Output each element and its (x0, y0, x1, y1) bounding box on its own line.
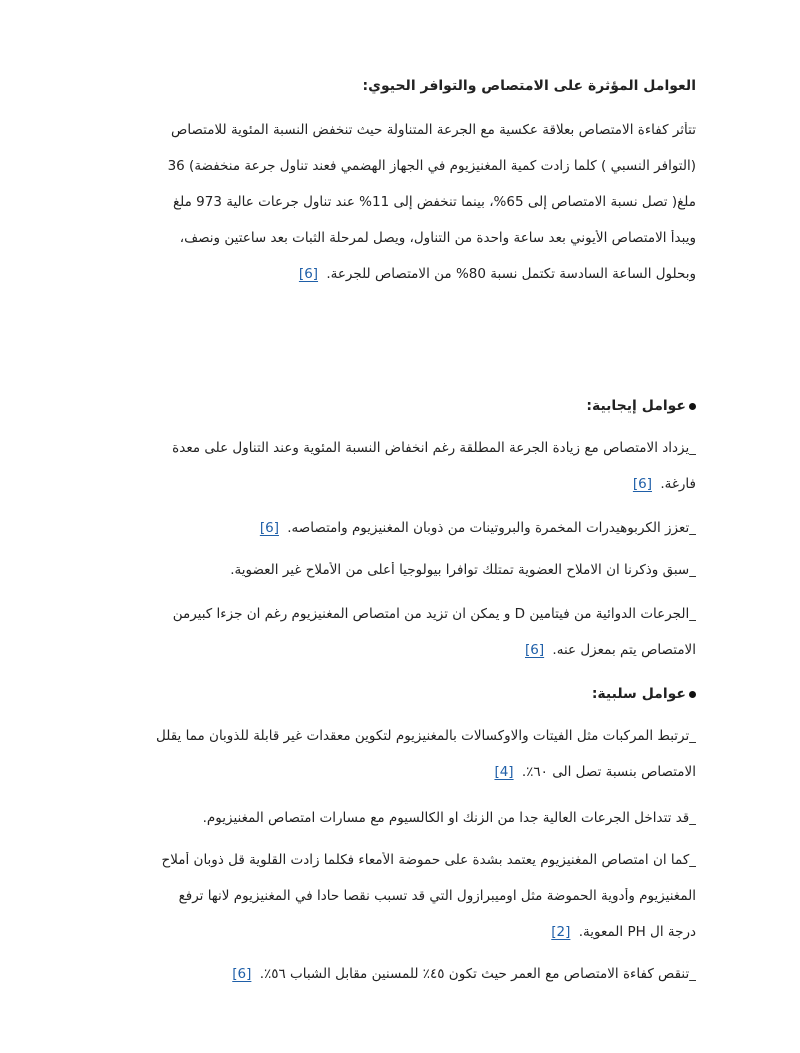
citation-link[interactable]: [2] (551, 924, 571, 940)
negative-item-line (106, 924, 696, 940)
intro-line-text: وبحلول الساعة السادسة تكتمل نسبة 80% من الامتصاص للجرعة. (326, 266, 696, 282)
positive-item-text: _تعزز الكربوهيدرات المخمرة والبروتينات من ذوبان المغنيزيوم وامتصاصه. (287, 520, 696, 536)
negative-heading (106, 686, 696, 702)
citation-link[interactable]: [6] (232, 966, 252, 982)
intro-line: تتأثر كفاءة الامتصاص بعلاقة عكسية مع الجرعة المتناولة حيث تنخفض النسبة المئوية للامتصاص (171, 122, 696, 138)
negative-item-text: درجة ال PH المعوية. (578, 924, 696, 940)
positive-item-line (106, 476, 696, 492)
bullet-icon (689, 403, 696, 410)
negative-item-line: _ترتبط المركبات مثل الفيتات والاوكسالات بالمغنيزيوم لتكوين معقدات غير قابلة للذوبان مما يقلل (156, 728, 696, 744)
positive-heading (106, 398, 696, 414)
negative-item-line (106, 764, 696, 780)
positive-item-line: _يزداد الامتصاص مع زيادة الجرعة المطلقة رغم انخفاض النسبة المئوية وعند التناول على معدة (172, 440, 696, 456)
negative-item-line: المغنيزيوم وأدوية الحموضة مثل اوميبرازول التي قد تسبب نقصا حادا في المغنيزيوم لانها ترفع (178, 888, 696, 904)
intro-line: (التوافر النسبي ) كلما زادت كمية المغنيزيوم في الجهاز الهضمي فعند تناول جرعة منخفضة) 36 (167, 158, 696, 174)
section-heading: العوامل المؤثرة على الامتصاص والتوافر الحيوي: (362, 78, 696, 94)
citation-link[interactable]: [6] (298, 266, 319, 282)
positive-item-line: _الجرعات الدوائية من فيتامين D و يمكن ان تزيد من امتصاص المغنيزيوم رغم ان جزءا كبيرمن (172, 606, 696, 622)
citation-link[interactable]: [6] (259, 520, 279, 536)
intro-line: ملغ( تصل نسبة الامتصاص إلى 65%، بينما تنخفض إلى 11% عند تناول جرعات عالية 973 ملغ (172, 194, 696, 210)
negative-item-line: _قد تتداخل الجرعات العالية جدا من الزنك او الكالسيوم مع مسارات امتصاص المغنيزيوم. (202, 810, 696, 826)
citation-link[interactable]: [6] (525, 642, 545, 658)
positive-item-line (106, 642, 696, 658)
positive-item-text: الامتصاص يتم بمعزل عنه. (552, 642, 696, 658)
negative-item-text: _تنقص كفاءة الامتصاص مع العمر حيث تكون ٤٥٪ للمسنين مقابل الشباب ٥٦٪. (259, 966, 696, 982)
citation-link[interactable]: [4] (494, 764, 514, 780)
positive-item-line: _سبق وذكرنا ان الاملاح العضوية تمتلك توافرا بيولوجيا أعلى من الأملاح غير العضوية. (230, 562, 696, 578)
bullet-icon (689, 691, 696, 698)
citation-link[interactable]: [6] (632, 476, 653, 492)
positive-heading-text: عوامل إيجابية: (586, 398, 686, 414)
intro-line: ويبدأ الامتصاص الأيوني بعد ساعة واحدة من التناول، ويصل لمرحلة الثبات بعد ساعتين ونصف، (179, 230, 696, 246)
positive-item-text: فارغة. (660, 476, 696, 492)
negative-item-line (106, 966, 696, 982)
negative-heading-text: عوامل سلبية: (591, 686, 686, 702)
intro-line-last (106, 266, 696, 282)
negative-item-line: _كما ان امتصاص المغنيزيوم يعتمد بشدة على حموضة الأمعاء فكلما زادت القلوية قل ذوبان أملاح (161, 852, 696, 868)
positive-item-line (106, 520, 696, 536)
negative-item-text: الامتصاص بنسبة تصل الى ٦٠٪. (521, 764, 696, 780)
